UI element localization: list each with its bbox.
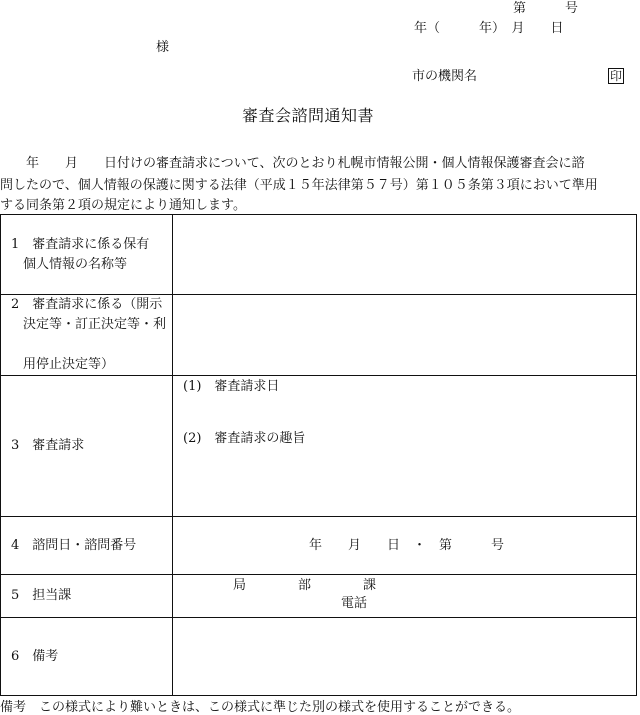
organization-name: 市の機関名 bbox=[412, 69, 478, 84]
seal-mark: 印 bbox=[610, 69, 623, 83]
request-date-item: (1) 審査請求日 bbox=[183, 379, 280, 394]
body-line-2: 問したので、個人情報の保護に関する法律（平成１５年法律第５７号）第１０５条第３項において準用 bbox=[0, 178, 598, 193]
label-decision-line1: 2 審査請求に係る（開示 bbox=[11, 297, 163, 312]
table-row bbox=[1, 618, 637, 696]
request-purpose-item: (2) 審査請求の趣旨 bbox=[183, 431, 306, 446]
label-request-text: 3 審査請求 bbox=[11, 438, 85, 453]
field-request[interactable] bbox=[173, 376, 637, 517]
document-date: 年（ 年） 月 日 bbox=[414, 21, 564, 36]
field-consult[interactable] bbox=[173, 517, 637, 575]
label-department bbox=[1, 575, 173, 618]
label-decision-line3: 用停止決定等） bbox=[23, 357, 115, 372]
table-row bbox=[1, 215, 637, 295]
label-held-info bbox=[1, 215, 173, 295]
label-consult-text: 4 諮問日・諮問番号 bbox=[11, 537, 137, 553]
body-line-1: 年 月 日付けの審査請求について、次のとおり札幌市情報公開・個人情報保護審査会に諮 bbox=[0, 156, 585, 171]
label-department-text: 5 担当課 bbox=[11, 588, 72, 603]
field-held-info[interactable] bbox=[173, 215, 637, 295]
body-line-3: する同条第２項の規定により通知します。 bbox=[0, 198, 246, 213]
label-request bbox=[1, 376, 173, 517]
table-row bbox=[1, 295, 637, 376]
addressee: 様 bbox=[156, 40, 170, 55]
consult-date-number: 年 月 日 ・ 第 号 bbox=[309, 537, 505, 553]
label-consult bbox=[1, 517, 173, 575]
label-decision bbox=[1, 295, 173, 376]
label-remarks bbox=[1, 618, 173, 696]
document-number: 第 号 bbox=[513, 1, 579, 16]
field-decision[interactable] bbox=[173, 295, 637, 376]
footnote: 備考 この様式により難いときは、この様式に準じた別の様式を使用することができる。 bbox=[0, 700, 521, 715]
document-title: 審査会諮問通知書 bbox=[242, 106, 375, 125]
label-held-info-line2: 個人情報の名称等 bbox=[23, 256, 128, 272]
label-remarks-text: 6 備考 bbox=[11, 648, 59, 664]
table-row bbox=[1, 575, 637, 618]
field-department[interactable] bbox=[173, 575, 637, 618]
department-phone: 電話 bbox=[341, 596, 368, 611]
department-units: 局 部 課 bbox=[233, 578, 377, 593]
table-row bbox=[1, 376, 637, 517]
label-decision-line2: 決定等・訂正決定等・利 bbox=[23, 317, 167, 332]
label-held-info-line1: 1 審査請求に係る保有 bbox=[11, 236, 150, 252]
table-row bbox=[1, 517, 637, 575]
field-remarks[interactable] bbox=[173, 618, 637, 696]
form-table bbox=[0, 214, 637, 696]
